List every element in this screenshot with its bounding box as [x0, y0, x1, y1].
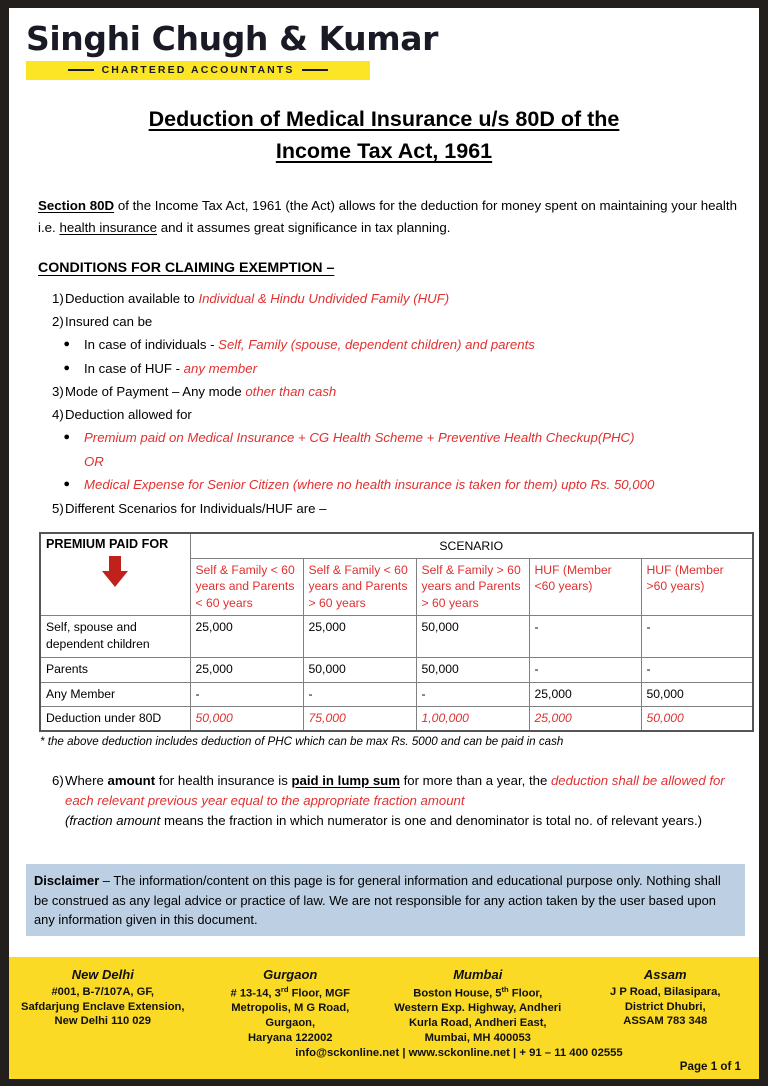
bullet-item: [38, 359, 737, 379]
condition-marker: 4): [52, 407, 64, 423]
table-total-row: [40, 706, 753, 731]
condition-marker: 6): [52, 773, 64, 789]
arrow-head: [102, 571, 128, 587]
page-title-line-2: Income Tax Act, 1961: [275, 138, 493, 163]
bullet-dot-icon: ●: [63, 338, 70, 351]
page-content: [9, 8, 759, 1079]
row-value: 25,000: [303, 616, 416, 658]
condition-item-4: [38, 405, 737, 425]
bullet-no-marker: [38, 452, 84, 472]
column-header-2: Self & Family < 60 years and Parents > 60 years: [303, 559, 416, 616]
row-label: Self, spouse and dependent children: [40, 616, 190, 658]
office-gurgaon: [197, 966, 385, 1046]
condition-marker: 5): [52, 500, 64, 516]
condition-item-3: [38, 382, 737, 402]
bullet-highlight: Premium paid on Medical Insurance + CG Health Scheme + Preventive Health Checkup(PHC): [84, 430, 635, 446]
column-header-1: Self & Family < 60 years and Parents < 60 years: [190, 559, 303, 616]
disclaimer-label: Disclaimer: [34, 873, 100, 888]
column-header-4: HUF (Member <60 years): [529, 559, 641, 616]
office-line: District Dhubri,: [624, 1000, 706, 1013]
bullet-highlight: Self, Family (spouse, dependent children) and parents: [218, 337, 535, 353]
office-line: New Delhi 110 029: [54, 1015, 151, 1028]
premium-paid-for-label: PREMIUM PAID FOR: [46, 536, 169, 551]
row-value: -: [529, 616, 641, 658]
office-city: New Delhi: [71, 967, 134, 983]
logo-tagline-bar: [26, 61, 370, 80]
bullet-dot-icon: ●: [63, 361, 70, 374]
row-value: 25,000: [529, 682, 641, 706]
row-label: Parents: [40, 658, 190, 682]
logo-dash-right: [302, 69, 328, 71]
section-80d-link[interactable]: Section 80D: [38, 198, 115, 214]
total-value: 1,00,000: [416, 706, 529, 731]
condition-text: Insured can be: [65, 314, 153, 330]
page-footer: [9, 957, 759, 1079]
disclaimer-text: – The information/content on this page is for general information and educational purpose only. Nothing shall be construed as any legal advice or practice of law. We are not responsible for any action taken by the user based upon any information given in this document.: [34, 873, 721, 928]
intro-paragraph: [38, 195, 737, 238]
scenario-table: [39, 532, 754, 732]
row-label: Any Member: [40, 682, 190, 706]
page-number: Page 1 of 1: [679, 1060, 741, 1073]
condition-item-1: [38, 289, 737, 309]
total-value: 25,000: [529, 706, 641, 731]
bullet-text: In case of HUF -: [84, 360, 184, 376]
logo-company-name: Singhi Chugh & Kumar: [26, 19, 438, 58]
item6-text-2: for health insurance is: [155, 773, 292, 789]
bullet-item: [38, 428, 737, 448]
row-value: 25,000: [190, 616, 303, 658]
footer-contact[interactable]: info@sckonline.net | www.sckonline.net | + 91 – 11 400 02555: [295, 1047, 623, 1059]
office-line: Kurla Road, Andheri East,: [408, 1017, 547, 1030]
office-assam: [572, 966, 760, 1046]
condition-item-5: [38, 499, 737, 519]
office-line: Haryana 122002: [247, 1032, 333, 1045]
table-footnote: * the above deduction includes deduction of PHC which can be max Rs. 5000 and can be paid in cash: [40, 735, 564, 749]
row-value: 50,000: [416, 616, 529, 658]
intro-text-2: and it assumes great significance in tax planning.: [157, 219, 451, 235]
scenario-header: SCENARIO: [190, 533, 753, 559]
condition-text: Deduction available to: [65, 291, 199, 307]
company-logo: [9, 8, 759, 80]
condition-2-bullets: [38, 335, 737, 379]
total-value: 50,000: [190, 706, 303, 731]
condition-text: Deduction allowed for: [65, 407, 192, 423]
total-value: 50,000: [641, 706, 753, 731]
row-value: -: [529, 658, 641, 682]
condition-4-bullets: [38, 428, 737, 495]
condition-highlight: other than cash: [245, 384, 337, 400]
item6-highlight: deduction shall be allowed for each relevant previous year equal to the appropriate fraction amount: [65, 773, 725, 809]
condition-marker: 1): [52, 291, 64, 307]
condition-text: Mode of Payment – Any mode: [65, 384, 246, 400]
office-line: Safdarjung Enclave Extension,: [20, 1000, 185, 1013]
total-value: 75,000: [303, 706, 416, 731]
office-line: # 13-14, 3rd Floor, MGF: [230, 984, 350, 1000]
bullet-text: In case of individuals -: [84, 337, 219, 353]
page-title-line-1: Deduction of Medical Insurance u/s 80D of the: [148, 106, 620, 131]
bullet-dot-icon: ●: [63, 478, 70, 491]
office-line: ASSAM 783 348: [623, 1015, 708, 1028]
row-value: -: [190, 682, 303, 706]
arrow-shaft: [109, 556, 121, 572]
office-new-delhi: [9, 966, 197, 1046]
logo-dash-left: [68, 69, 94, 71]
condition-marker: 3): [52, 384, 64, 400]
condition-item-2: [38, 312, 737, 332]
item6-text-1: Where: [65, 773, 108, 789]
premium-paid-for-header: [40, 533, 190, 616]
bullet-highlight: Medical Expense for Senior Citizen (where no health insurance is taken for them) upto Rs. 50,000: [84, 477, 655, 493]
row-value: 50,000: [416, 658, 529, 682]
total-row-label: Deduction under 80D: [40, 706, 190, 731]
document-body: [9, 195, 759, 831]
office-line: Mumbai, MH 400053: [424, 1032, 531, 1045]
conditions-heading: CONDITIONS FOR CLAIMING EXEMPTION –: [38, 260, 335, 277]
page-title: [51, 103, 717, 168]
scenario-table-wrapper: [39, 532, 735, 748]
health-insurance-link[interactable]: health insurance: [59, 219, 158, 235]
condition-highlight: Individual & Hindu Undivided Family (HUF): [198, 291, 450, 307]
table-row: [40, 658, 753, 682]
condition-marker: 2): [52, 314, 64, 330]
office-line: #001, B-7/107A, GF,: [51, 985, 155, 998]
logo-tagline: CHARTERED ACCOUNTANTS: [101, 64, 295, 77]
condition-item-6: [38, 771, 737, 831]
table-row: [40, 616, 753, 658]
office-city: Gurgaon: [263, 967, 318, 983]
office-line: Western Exp. Highway, Andheri: [394, 1002, 562, 1015]
disclaimer-box: [26, 864, 745, 936]
item6-bold-lumpsum: paid in lump sum: [291, 773, 400, 789]
table-header-row-1: [40, 533, 753, 559]
office-line: Gurgaon,: [265, 1017, 316, 1030]
office-line: J P Road, Bilasipara,: [610, 985, 721, 998]
bullet-dot-icon: ●: [63, 431, 70, 444]
office-mumbai: [384, 966, 572, 1046]
office-city: Assam: [643, 967, 687, 983]
item6-fraction-rest: means the fraction in which numerator is one and denominator is total no. of relevant years.): [160, 813, 703, 829]
office-addresses: [9, 966, 759, 1046]
row-value: 50,000: [641, 682, 753, 706]
item6-bold-amount: amount: [107, 773, 156, 789]
down-arrow-icon: [106, 556, 124, 586]
row-value: -: [303, 682, 416, 706]
row-value: -: [641, 658, 753, 682]
row-value: 25,000: [190, 658, 303, 682]
bullet-item: [38, 475, 737, 495]
office-city: Mumbai: [453, 967, 503, 983]
conditions-list: [38, 289, 737, 519]
office-line: Boston House, 5th Floor,: [413, 984, 543, 1000]
row-value: -: [416, 682, 529, 706]
intro-text-1: of the Income Tax Act, 1961 (the Act) allows for the deduction for money spent on maintaining your health i.e.: [38, 198, 737, 235]
bullet-item: [38, 335, 737, 355]
column-header-5: HUF (Member >60 years): [641, 559, 753, 616]
row-value: -: [641, 616, 753, 658]
row-value: 50,000: [303, 658, 416, 682]
bullet-highlight: OR: [84, 453, 104, 469]
item6-text-3: for more than a year, the: [399, 773, 551, 789]
bullet-item-or: [38, 452, 737, 472]
item6-fraction-italic: (fraction amount: [65, 813, 161, 829]
bullet-highlight: any member: [183, 360, 257, 376]
office-line: Metropolis, M G Road,: [231, 1002, 350, 1015]
condition-text: Different Scenarios for Individuals/HUF are –: [65, 500, 327, 516]
column-header-3: Self & Family > 60 years and Parents > 60 years: [416, 559, 529, 616]
table-row: [40, 682, 753, 706]
